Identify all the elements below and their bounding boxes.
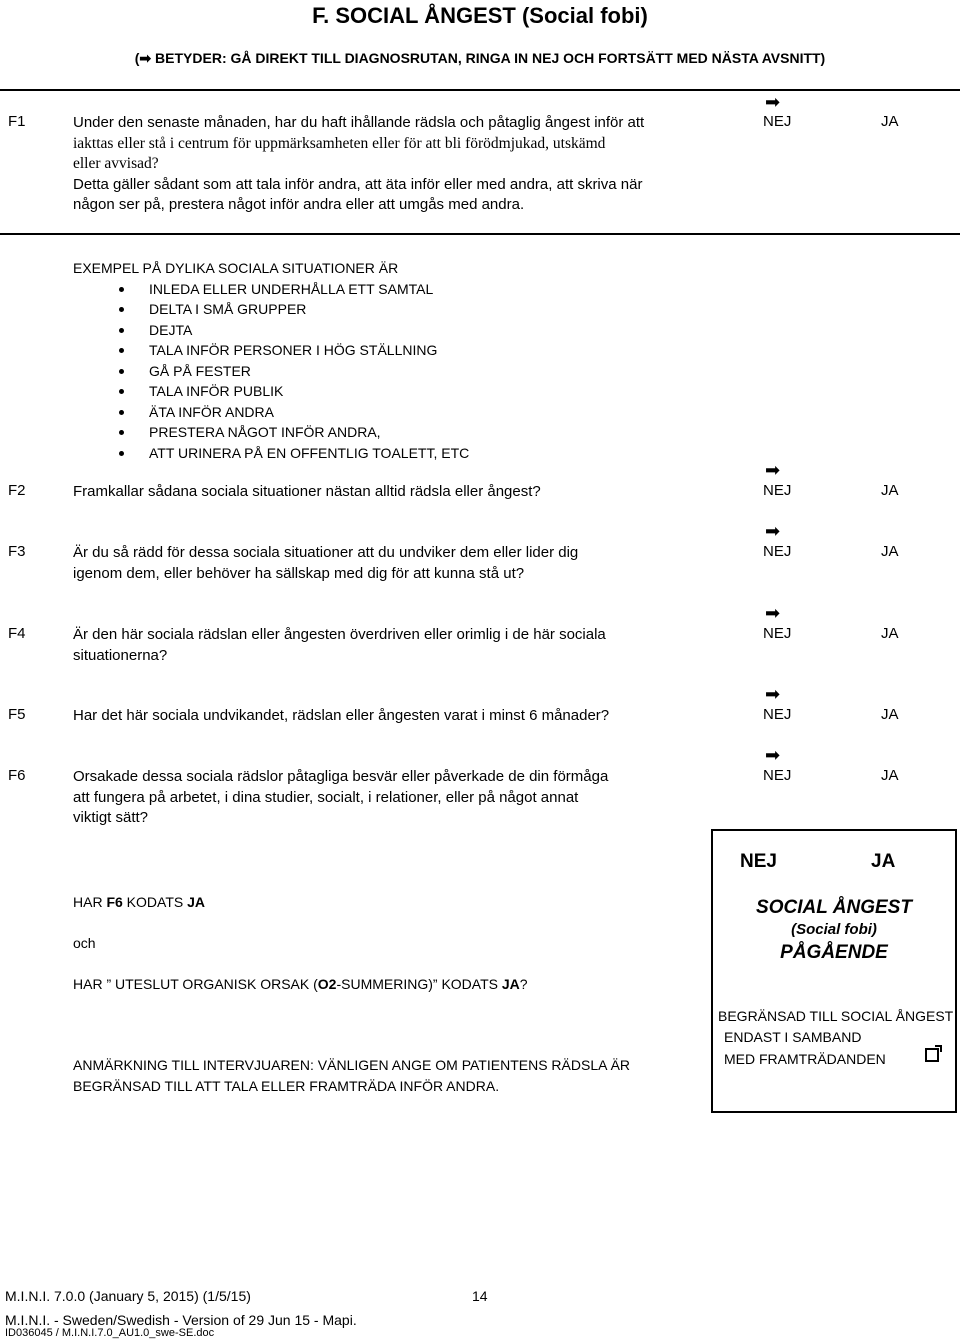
list-item: GÅ PÅ FESTER [73,361,469,382]
question-f6-line: Orsakade dessa sociala rädslor påtagliga besvär eller påverkade de din förmåga [73,768,609,785]
interviewer-note-line: BEGRÄNSAD TILL ATT TALA ELLER FRAMTRÄDA INFÖR ANDRA. [73,1077,500,1094]
diagnosis-status: PÅGÅENDE [780,942,888,963]
question-f6 [73,767,608,829]
answer-f6-ja[interactable]: JA [881,767,899,784]
skip-arrow-icon: ➡ [765,684,781,704]
question-f1 [73,113,644,216]
question-f3 [73,543,578,584]
diagnosis-limited-line: MED FRAMTRÄDANDEN [724,1051,886,1067]
instruction-open-paren: ( [134,50,140,66]
divider-f1 [0,233,960,235]
skip-arrow-icon: ➡ [765,745,781,765]
list-item: TALA INFÖR PERSONER I HÖG STÄLLNING [73,340,469,361]
diagnosis-limited-line: ENDAST I SAMBAND [724,1029,862,1045]
footer-version: M.I.N.I. 7.0.0 (January 5, 2015) (1/5/15) [5,1288,251,1304]
instruction-text: BETYDER: GÅ DIREKT TILL DIAGNOSRUTAN, RINGA IN NEJ OCH FORTSÄTT MED NÄSTA AVSNITT) [151,50,826,66]
page-number: 14 [472,1288,488,1304]
footer-docid: ID036045 / M.I.N.I.7.0_AU1.0_swe-SE.doc [5,1327,215,1339]
list-item: PRESTERA NÅGOT INFÖR ANDRA, [73,422,469,443]
list-item: ATT URINERA PÅ EN OFFENTLIG TOALETT, ETC [73,443,469,464]
diagnosis-name: SOCIAL ÅNGEST [756,897,912,918]
summary-text: HAR [73,894,107,910]
question-f4 [73,625,606,666]
limited-checkbox[interactable] [925,1048,939,1062]
question-f6-line: viktigt sätt? [73,809,149,826]
diagnosis-limited-line: BEGRÄNSAD TILL SOCIAL ÅNGEST [718,1008,954,1024]
question-f4-line: situationerna? [73,646,168,664]
list-item: DELTA I SMÅ GRUPPER [73,299,469,320]
answer-f6-nej[interactable]: NEJ [763,767,792,784]
summary-text: -SUMMERING)” KODATS [336,976,502,992]
question-f3-line: igenom dem, eller behöver ha sällskap med dig för att kunna stå ut? [73,564,525,582]
answer-f4-nej[interactable]: NEJ [763,625,792,642]
summary-question-f6 [73,892,205,913]
diagnosis-ja[interactable]: JA [871,851,896,872]
answer-f1-ja[interactable]: JA [881,113,899,130]
examples-block [73,258,469,463]
question-f6-line: att fungera på arbetet, i dina studier, socialt, i relationer, eller på något annat [73,788,579,806]
summary-text: ? [519,976,528,992]
page-title: F. SOCIAL ÅNGEST (Social fobi) [312,3,648,28]
diagnosis-nej[interactable]: NEJ [740,851,777,872]
answer-f3-nej[interactable]: NEJ [763,543,792,560]
answer-f1-nej[interactable]: NEJ [763,113,792,130]
list-item: INLEDA ELLER UNDERHÅLLA ETT SAMTAL [73,279,469,300]
question-f2: Framkallar sådana sociala situationer nästan alltid rädsla eller ångest? [73,483,541,500]
skip-arrow-icon: ➡ [765,603,781,623]
list-item: DEJTA [73,320,469,341]
summary-ref-f6: F6 [106,894,123,910]
question-f4-line: Är den här sociala rädslan eller ångesten överdriven eller orimlig i de här sociala [73,626,606,643]
answer-f3-ja[interactable]: JA [881,543,899,560]
question-id-f1: F1 [8,113,26,130]
list-item: TALA INFÖR PUBLIK [73,381,469,402]
footer-translation: M.I.N.I. - Sweden/Swedish - Version of 29 Jun 15 - Mapi. [5,1312,357,1328]
question-id-f6: F6 [8,767,26,784]
interviewer-note [73,1055,630,1096]
question-id-f5: F5 [8,706,26,723]
examples-list [73,279,469,464]
summary-text: HAR ” UTESLUT ORGANISK ORSAK ( [73,976,318,992]
answer-f5-nej[interactable]: NEJ [763,706,792,723]
question-f1-line: någon ser på, prestera något inför andra eller att umgås med andra. [73,196,525,213]
examples-heading: EXEMPEL PÅ DYLIKA SOCIALA SITUATIONER ÄR [73,260,399,276]
diagnosis-subname: (Social fobi) [791,921,877,938]
question-f1-line: Under den senaste månaden, har du haft ihållande rädsla och påtaglig ångest inför att [73,114,645,131]
summary-ref-o2: O2 [317,976,337,992]
answer-f2-ja[interactable]: JA [881,482,899,499]
divider-top [0,89,960,91]
answer-f2-nej[interactable]: NEJ [763,482,792,499]
question-f1-line: Detta gäller sådant som att tala inför andra, att äta inför eller med andra, att skriva när [73,175,643,193]
question-f1-line: eller avvisad? [73,155,159,172]
question-id-f2: F2 [8,482,26,499]
section-instruction [0,50,960,67]
summary-text: KODATS [122,894,188,910]
skip-arrow-icon: ➡ [765,92,781,112]
summary-ja: JA [501,976,520,992]
question-f3-line: Är du så rädd för dessa sociala situationer att du undviker dem eller lider dig [73,544,579,561]
list-item: ÄTA INFÖR ANDRA [73,402,469,423]
summary-och: och [73,935,96,951]
summary-question-o2 [73,974,528,995]
question-id-f4: F4 [8,625,26,642]
skip-arrow-icon: ➡ [765,521,781,541]
question-id-f3: F3 [8,543,26,560]
skip-arrow-icon: ➡ [139,50,152,66]
skip-arrow-icon: ➡ [765,460,781,480]
interviewer-note-line: ANMÄRKNING TILL INTERVJUAREN: VÄNLIGEN ANGE OM PATIENTENS RÄDSLA ÄR [73,1057,631,1073]
summary-ja: JA [187,894,206,910]
answer-f5-ja[interactable]: JA [881,706,899,723]
question-f1-line: iakttas eller stå i centrum för uppmärksamheten eller för att bli förödmjukad, utskämd [73,134,606,152]
answer-f4-ja[interactable]: JA [881,625,899,642]
question-f5: Har det här sociala undvikandet, rädslan eller ångesten varat i minst 6 månader? [73,707,610,724]
